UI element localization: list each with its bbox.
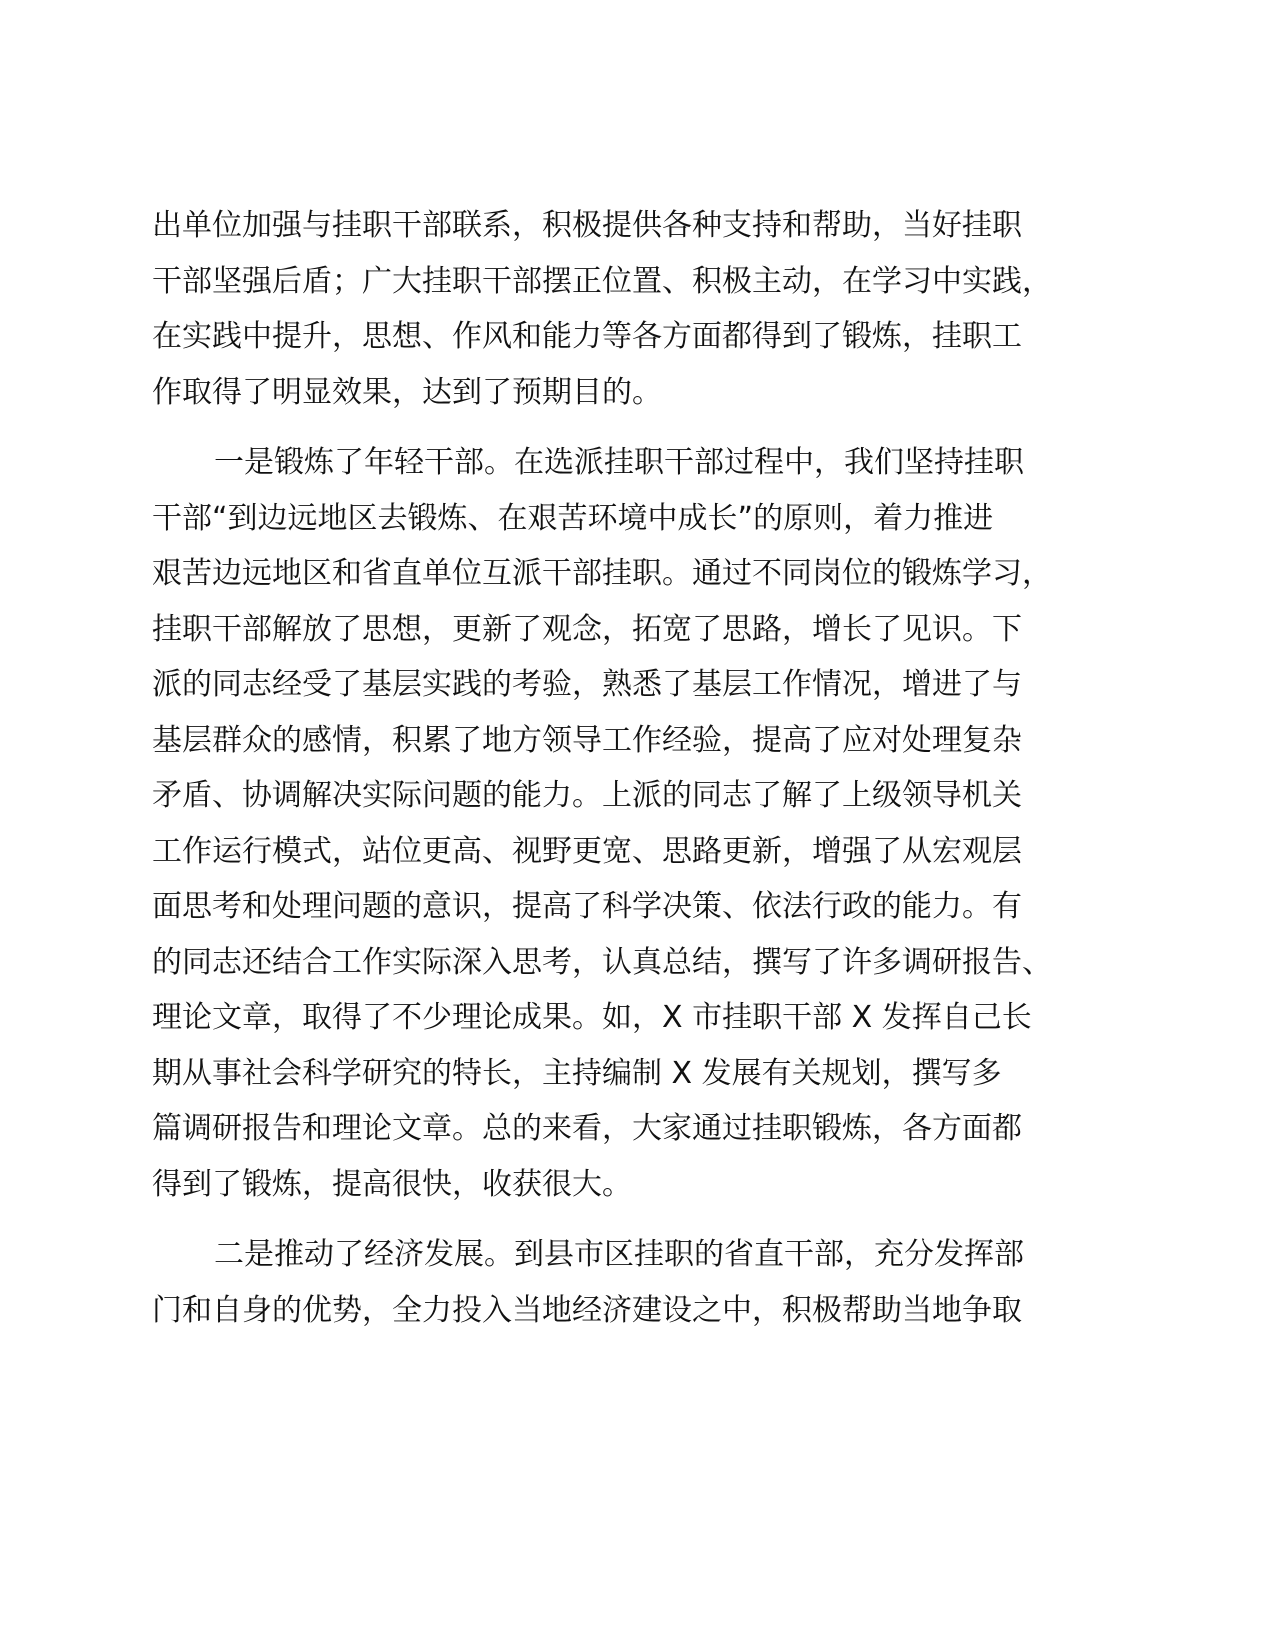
text-line: 工作运行模式，站位更高、视野更宽、思路更新，增强了从宏观层 <box>152 833 1022 869</box>
text-line-first: 二是推动了经济发展。到县市区挂职的省直干部，充分发挥部 <box>214 1237 1024 1272</box>
text-line: 得到了锻炼，提高很快，收获很大。 <box>152 1166 632 1202</box>
text-line: 作取得了明显效果，达到了预期目的。 <box>152 374 662 410</box>
text-line: 干部“到边远地区去锻炼、在艰苦环境中成长”的原则，着力推进 <box>152 500 994 536</box>
text-line: 干部坚强后盾；广大挂职干部摆正位置、积极主动，在学习中实践， <box>152 263 1052 299</box>
text-line: 基层群众的感情，积累了地方领导工作经验，提高了应对处理复杂 <box>152 722 1022 758</box>
text-line: 在实践中提升，思想、作风和能力等各方面都得到了锻炼，挂职工 <box>152 319 1022 354</box>
text-line-first: 一是锻炼了年轻干部。在选派挂职干部过程中，我们坚持挂职 <box>214 445 1024 480</box>
text-line: 艰苦边远地区和省直单位互派干部挂职。通过不同岗位的锻炼学习， <box>152 556 1052 591</box>
text-line: 篇调研报告和理论文章。总的来看，大家通过挂职锻炼，各方面都 <box>152 1111 1022 1146</box>
text-line: 的同志还结合工作实际深入思考，认真总结，撰写了许多调研报告、 <box>152 944 1052 980</box>
paragraph-3 <box>152 1227 1124 1338</box>
text-line: 期从事社会科学研究的特长，主持编制 X 发展有关规划，撰写多 <box>152 1055 1002 1091</box>
paragraph-2 <box>152 435 1124 1212</box>
text-line: 矛盾、协调解决实际问题的能力。上派的同志了解了上级领导机关 <box>152 778 1022 813</box>
text-line: 出单位加强与挂职干部联系，积极提供各种支持和帮助，当好挂职 <box>152 208 1022 243</box>
text-line: 派的同志经受了基层实践的考验，熟悉了基层工作情况，增进了与 <box>152 667 1022 702</box>
text-line: 挂职干部解放了思想，更新了观念，拓宽了思路，增长了见识。下 <box>152 611 1022 647</box>
paragraph-1 <box>152 198 1124 420</box>
text-line: 理论文章，取得了不少理论成果。如，X 市挂职干部 X 发挥自己长 <box>152 1000 1032 1035</box>
text-line: 门和自身的优势，全力投入当地经济建设之中，积极帮助当地争取 <box>152 1292 1022 1328</box>
text-line: 面思考和处理问题的意识，提高了科学决策、依法行政的能力。有 <box>152 889 1022 924</box>
document-body <box>152 198 1124 1353</box>
